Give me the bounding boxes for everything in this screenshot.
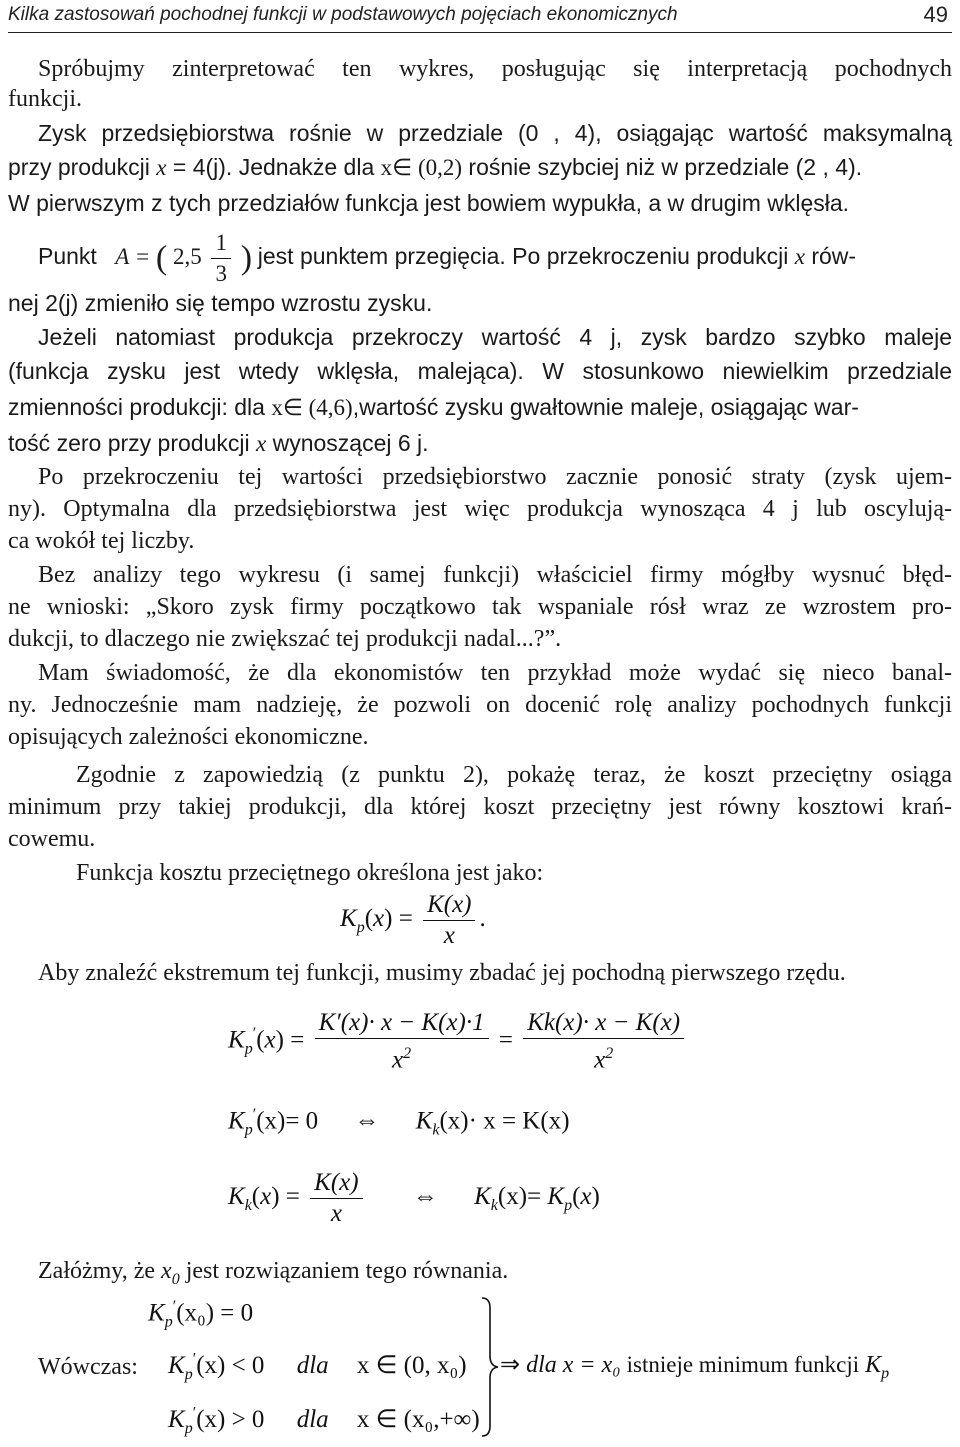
page-number: 49 — [923, 2, 948, 27]
math-variable: x — [255, 431, 267, 456]
right-brace — [480, 1296, 500, 1438]
text-span: = 4(j). Jednakże dla — [172, 154, 375, 180]
math-text: . — [479, 905, 486, 933]
text-line — [8, 428, 952, 459]
math-symbol: K — [340, 905, 357, 933]
text-line: Po przekroczeniu tej wartości przedsiębiorstwo zacznie ponosić straty (zysk ujem- — [38, 464, 952, 490]
math-text: dla — [296, 1352, 329, 1379]
math-text: (x) > 0 — [196, 1406, 265, 1433]
text-line: Zysk przedsiębiorstwa rośnie w przedziale (0 , 4), osiągając wartość maksymalną — [38, 120, 952, 146]
fraction — [310, 1168, 362, 1229]
fraction — [211, 228, 231, 289]
text-line: cowemu. — [8, 826, 96, 852]
text-span: ,wartość zysku gwałtownie maleje, osiągając war- — [352, 394, 859, 420]
running-header — [8, 2, 952, 33]
text-line: ca wokół tej liczby. — [8, 528, 195, 554]
text-line: ny. Jednocześnie mam nadzieję, że pozwoli on docenić rolę analizy pochodnych funkcji — [8, 692, 952, 718]
text-line — [8, 226, 952, 286]
paren-left: ( — [155, 239, 168, 277]
math-subscript: p — [164, 1313, 173, 1331]
math-interval: x ∈ (0, x₀) — [356, 1352, 467, 1379]
math-subscript: p — [184, 1366, 193, 1383]
math-text: = — [498, 1026, 520, 1054]
fraction-numerator: K(x) — [310, 1168, 362, 1199]
math-point-label — [115, 230, 258, 287]
text-span: rośnie szybciej niż w przedziale (2 , 4). — [468, 154, 863, 180]
math-text: dla — [526, 1352, 557, 1378]
header-title: Kilka zastosowań pochodnej funkcji w podstawowych pojęciach ekonomicznych — [8, 4, 678, 25]
equation-derivative — [228, 1008, 688, 1075]
math-symbol: K — [168, 1352, 185, 1379]
math-variable: A = — [115, 244, 151, 269]
math-symbol: K — [148, 1299, 165, 1327]
text-span: Punkt — [38, 243, 97, 269]
math-variable: x — [156, 155, 167, 180]
fraction-denominator — [523, 1039, 684, 1075]
fraction-numerator: K(x) — [423, 890, 475, 921]
text-line: Zgodnie z zapowiedzią (z punktu 2), pokażę teraz, że koszt przeciętny osiąga — [76, 762, 952, 788]
math-subscript: p — [244, 1040, 253, 1058]
text-line: Bez analizy tego wykresu (i samej funkcji) właściciel firmy mógłby wysnuć błęd- — [38, 562, 952, 588]
text-line — [8, 392, 952, 423]
text-span: istnieje minimum funkcji — [626, 1352, 860, 1377]
math-text: = — [290, 1026, 311, 1054]
condition-line-2 — [168, 1350, 467, 1384]
math-text: (x) — [572, 1183, 600, 1211]
math-prime: ′ — [252, 1106, 257, 1123]
fraction-numerator: Kk(x)· x − K(x) — [523, 1008, 684, 1039]
equation-equivalence — [228, 1168, 600, 1229]
math-interval: x∈ (4,6) — [271, 395, 353, 420]
text-line: W pierwszym z tych przedziałów funkcja jest bowiem wypukła, a w drugim wklęsła. — [8, 190, 850, 216]
math-text: (x) = — [364, 905, 420, 933]
text-line: Aby znaleźć ekstremum tej funkcji, musimy zbadać jej pochodną pierwszego rzędu. — [38, 960, 846, 986]
math-symbol: K — [547, 1183, 565, 1211]
text-line: Jeżeli natomiast produkcja przekroczy wartość 4 j, zysk bardzo szybko maleje — [38, 324, 952, 350]
math-prime: ′ — [192, 1350, 197, 1368]
fraction — [523, 1008, 684, 1075]
math-text: (x)= — [497, 1183, 548, 1211]
math-subscript: p — [356, 919, 365, 937]
fraction-denominator: 3 — [215, 261, 227, 287]
math-interval: x ∈ (x₀,+∞) — [356, 1406, 480, 1433]
math-variable: x — [794, 244, 805, 269]
text-line: minimum przy takiej produkcji, dla której koszt przeciętny jest równy kosztowi krań- — [8, 794, 952, 820]
text-span: przy produkcji — [8, 154, 150, 180]
fraction-denominator: x — [443, 922, 455, 949]
text-span: Załóżmy, że — [38, 1258, 156, 1284]
math-symbol: K — [474, 1183, 491, 1211]
math-subscript: p — [184, 1420, 193, 1437]
math-symbol: K — [228, 1107, 245, 1135]
math-subscript: k — [490, 1197, 498, 1215]
fraction-numerator: K′(x)· x − K(x)·1 — [315, 1008, 489, 1039]
text-line — [8, 152, 952, 183]
math-prime: ′ — [192, 1404, 197, 1422]
math-symbol: K — [415, 1107, 433, 1135]
text-span: jest punktem przegięcia. Po przekroczeniu produkcji — [257, 243, 789, 269]
math-subscript: p — [244, 1121, 253, 1139]
text-span: jest rozwiązaniem tego równania. — [185, 1258, 509, 1284]
paren-right: ) — [240, 239, 253, 277]
text-line: Wówczas: — [38, 1354, 138, 1380]
math-interval: x∈ (0,2) — [380, 155, 463, 180]
math-text: dla — [296, 1406, 329, 1433]
math-subscript: k — [432, 1121, 440, 1139]
math-subscript: p — [564, 1197, 573, 1215]
text-span: zmienności produkcji: dla — [8, 394, 265, 420]
text-line: dukcji, to dlaczego nie zwiększać tej produkcji nadal...?”. — [8, 626, 562, 652]
math-text: (x)· x = K(x) — [439, 1107, 570, 1135]
condition-line-1 — [148, 1298, 253, 1331]
fraction-denominator: x — [330, 1200, 342, 1227]
text-line: (funkcja zysku jest wtedy wklęsła, malejąca). W stosunkowo niewielkim przedziale — [8, 358, 952, 384]
text-span: rów- — [811, 243, 857, 269]
math-text: (x) — [256, 1026, 291, 1054]
text-line: Spróbujmy zinterpretować ten wykres, posługując się interpretacją pochodnych — [38, 56, 952, 82]
math-symbol: K — [865, 1352, 882, 1378]
math-variable: x — [594, 1046, 606, 1074]
math-symbol: K — [228, 1183, 245, 1211]
equation-kp-definition — [340, 890, 486, 951]
math-text: (x) < 0 — [196, 1352, 265, 1379]
equivalence-arrow: ⇔ — [354, 1107, 380, 1135]
fraction — [315, 1008, 489, 1075]
equation-condition — [228, 1106, 570, 1139]
text-span: tość zero przy produkcji — [8, 430, 250, 456]
fraction-numerator: 1 — [211, 228, 231, 259]
math-text: (x) = — [251, 1183, 307, 1211]
math-exponent: 2 — [403, 1045, 412, 1062]
math-prime: ′ — [252, 1025, 257, 1043]
math-text: (x)= 0 — [256, 1107, 319, 1135]
text-line: Mam świadomość, że dla ekonomistów ten przykład może wydać się nieco banal- — [38, 660, 952, 686]
math-subscript: 0 — [171, 1270, 180, 1288]
math-text: (x₀) = 0 — [176, 1299, 254, 1327]
math-text: x = x₀ — [562, 1352, 621, 1378]
math-variable: x — [392, 1046, 404, 1074]
equivalence-arrow: ⇔ — [412, 1183, 438, 1211]
text-line: ny). Optymalna dla przedsiębiorstwa jest więc produkcja wynosząca 4 j lub oscylują- — [8, 496, 952, 522]
fraction — [423, 890, 475, 951]
fraction-denominator — [315, 1039, 489, 1075]
text-line: ne wnioski: „Skoro zysk firmy początkowo tak wspaniale rósł wraz ze wzrostem pro- — [8, 594, 952, 620]
text-span: wynoszącej 6 j. — [272, 430, 429, 456]
conclusion-line — [500, 1350, 889, 1383]
math-symbol: K — [228, 1026, 245, 1054]
math-variable: x — [161, 1258, 172, 1284]
text-line — [8, 1256, 952, 1295]
math-prime: ′ — [172, 1298, 177, 1315]
implication-arrow: ⇒ — [500, 1352, 527, 1378]
text-line: funkcji. — [8, 86, 82, 112]
math-symbol: K — [168, 1406, 185, 1433]
math-exponent: 2 — [605, 1045, 614, 1062]
text-line: Funkcja kosztu przeciętnego określona jest jako: — [76, 860, 544, 886]
math-value: 2,5 — [172, 244, 202, 269]
condition-line-3 — [168, 1404, 480, 1438]
math-subscript: p — [881, 1364, 890, 1382]
text-line: nej 2(j) zmieniło się tempo wzrostu zysku. — [8, 290, 433, 316]
math-subscript: k — [244, 1197, 252, 1215]
text-line: opisujących zależności ekonomiczne. — [8, 724, 369, 750]
